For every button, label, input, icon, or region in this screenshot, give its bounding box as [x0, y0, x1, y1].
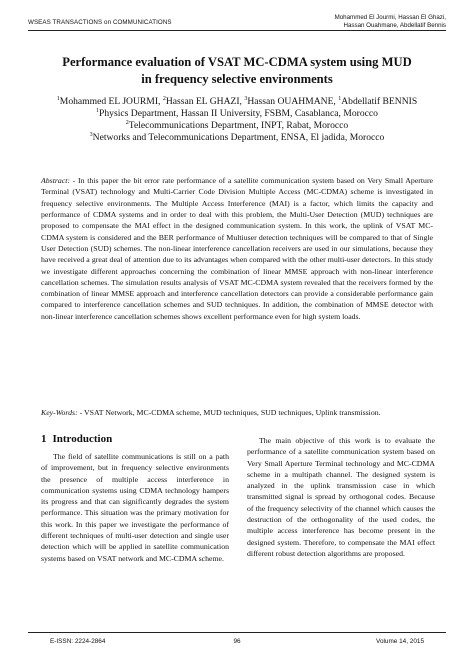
footer-page-number: 96 — [233, 638, 241, 645]
body-paragraph-left: The field of satellite communications is still on a path of improvement, but in frequency selective environments the presence of multiple access interference in communication systems using CDMA technology hampers its progress and that can significantly degrades the system performance. This situation was the primary motivation for this work. In this paper we investigate the performance of different techniques of multi-user detection and single user detection which will be applied in satellite communication systems based on VSAT network and MC-CDMA scheme. — [41, 452, 229, 563]
author-block — [28, 96, 446, 144]
paper-title — [28, 54, 446, 88]
author-name: Hassan EL GHAZI, — [165, 96, 245, 107]
affiliation — [28, 108, 446, 120]
keywords — [41, 407, 433, 418]
abstract — [41, 175, 433, 322]
author-name: Hassan OUAHMANE, — [247, 96, 339, 107]
abstract-text: - In this paper the bit error rate performance of a satellite communication system based on Very Small Aperture Terminal (VSAT) technology and Multi-Carrier Code Division Multiple Access (MC-CDMA) scheme is investigated in frequency selective environments. The Multiple Access Interference (MAI) is a factor, which limits the capacity and performance of CDMA systems and in order to deal with this problem, the Multi-User Detection (MUD) techniques are proposed to compensate the MAI effect in the designed communication system. In this work, the uplink of VSAT MC-CDMA system is considered and the BER performance of Multiuser detection techniques will be compared to that of Single User Detection (SUD) schemes. The non-linear interference cancellation receivers are used in our simulations, because they have received a great deal of attention due to its advantages when compared with the other multi-user detectors. In this study we investigate different approaches concerning the combination of linear MMSE approach with non-linear interference cancellation schemes. The simulation results analysis of VSAT MC-CDMA system revealed that the receivers formed by the combination of linear MMSE approach and interference cancellation detectors can provide a considerable performance gain compared to interference cancellation schemes and SUD techniques. In addition, the combination of MMSE detector with non-linear interference cancellation schemes shows excellent performance even for high system loads. — [41, 176, 433, 321]
footer-rule — [28, 632, 446, 633]
affiliation-sup: 3 — [89, 132, 93, 138]
header-rule — [28, 30, 446, 31]
author-sup: 1 — [56, 96, 60, 102]
affiliation-text: Networks and Telecommunications Department, ENSA, El jadida, Morocco — [92, 132, 385, 143]
running-authors-line-2: Hassan Ouahmane, Abdellatif Bennis — [343, 22, 446, 29]
affiliation-sup: 2 — [125, 120, 129, 126]
paper-title-line-1: Performance evaluation of VSAT MC-CDMA system using MUD — [62, 55, 412, 69]
author-name: Mohammed EL JOURMI, — [59, 96, 163, 107]
abstract-label: Abstract: — [41, 176, 71, 185]
affiliation-sup: 1 — [96, 108, 100, 114]
section-title: Introduction — [52, 433, 113, 445]
journal-name: WSEAS TRANSACTIONS on COMMUNICATIONS — [28, 19, 172, 26]
affiliation — [28, 132, 446, 144]
running-authors-line-1: Mohammed El Jourmi, Hassan El Ghazi, — [334, 14, 446, 21]
body-paragraph-right: The main objective of this work is to evaluate the performance of a satellite communication system based on Very Small Aperture Terminal technology and MC-CDMA scheme in a multipath channel. The designed system is analyzed in the uplink transmission case in which transmitted signal is spread by orthogonal codes. Because of the frequency selectivity of the channel which causes the destruction of the orthogonality of the used codes, the multiple access interference has become present in the designed system. Therefore, to compensate the MAI effect different robust detection algorithms are proposed. — [247, 436, 435, 558]
affiliation-text: Telecommunications Department, INPT, Rabat, Morocco — [128, 120, 349, 131]
keywords-label: Key-Words: — [41, 408, 78, 417]
section-number: 1 — [41, 433, 47, 445]
running-authors — [335, 14, 446, 30]
paper-title-line-2: in frequency selective environments — [141, 72, 333, 86]
footer-volume: Volume 14, 2015 — [376, 638, 424, 645]
section-heading — [41, 432, 112, 446]
affiliation — [28, 120, 446, 132]
author-sup: 3 — [244, 96, 248, 102]
keywords-text: - VSAT Network, MC-CDMA scheme, MUD techniques, SUD techniques, Uplink transmission. — [77, 408, 381, 417]
author-sup: 2 — [162, 96, 166, 102]
author-list — [28, 96, 446, 108]
affiliation-text: Physics Department, Hassan II University, FSBM, Casablanca, Morocco — [99, 108, 378, 119]
author-name: Abdellatif BENNIS — [341, 96, 418, 107]
footer-issn: E-ISSN: 2224-2864 — [50, 638, 106, 645]
author-sup: 1 — [338, 96, 342, 102]
